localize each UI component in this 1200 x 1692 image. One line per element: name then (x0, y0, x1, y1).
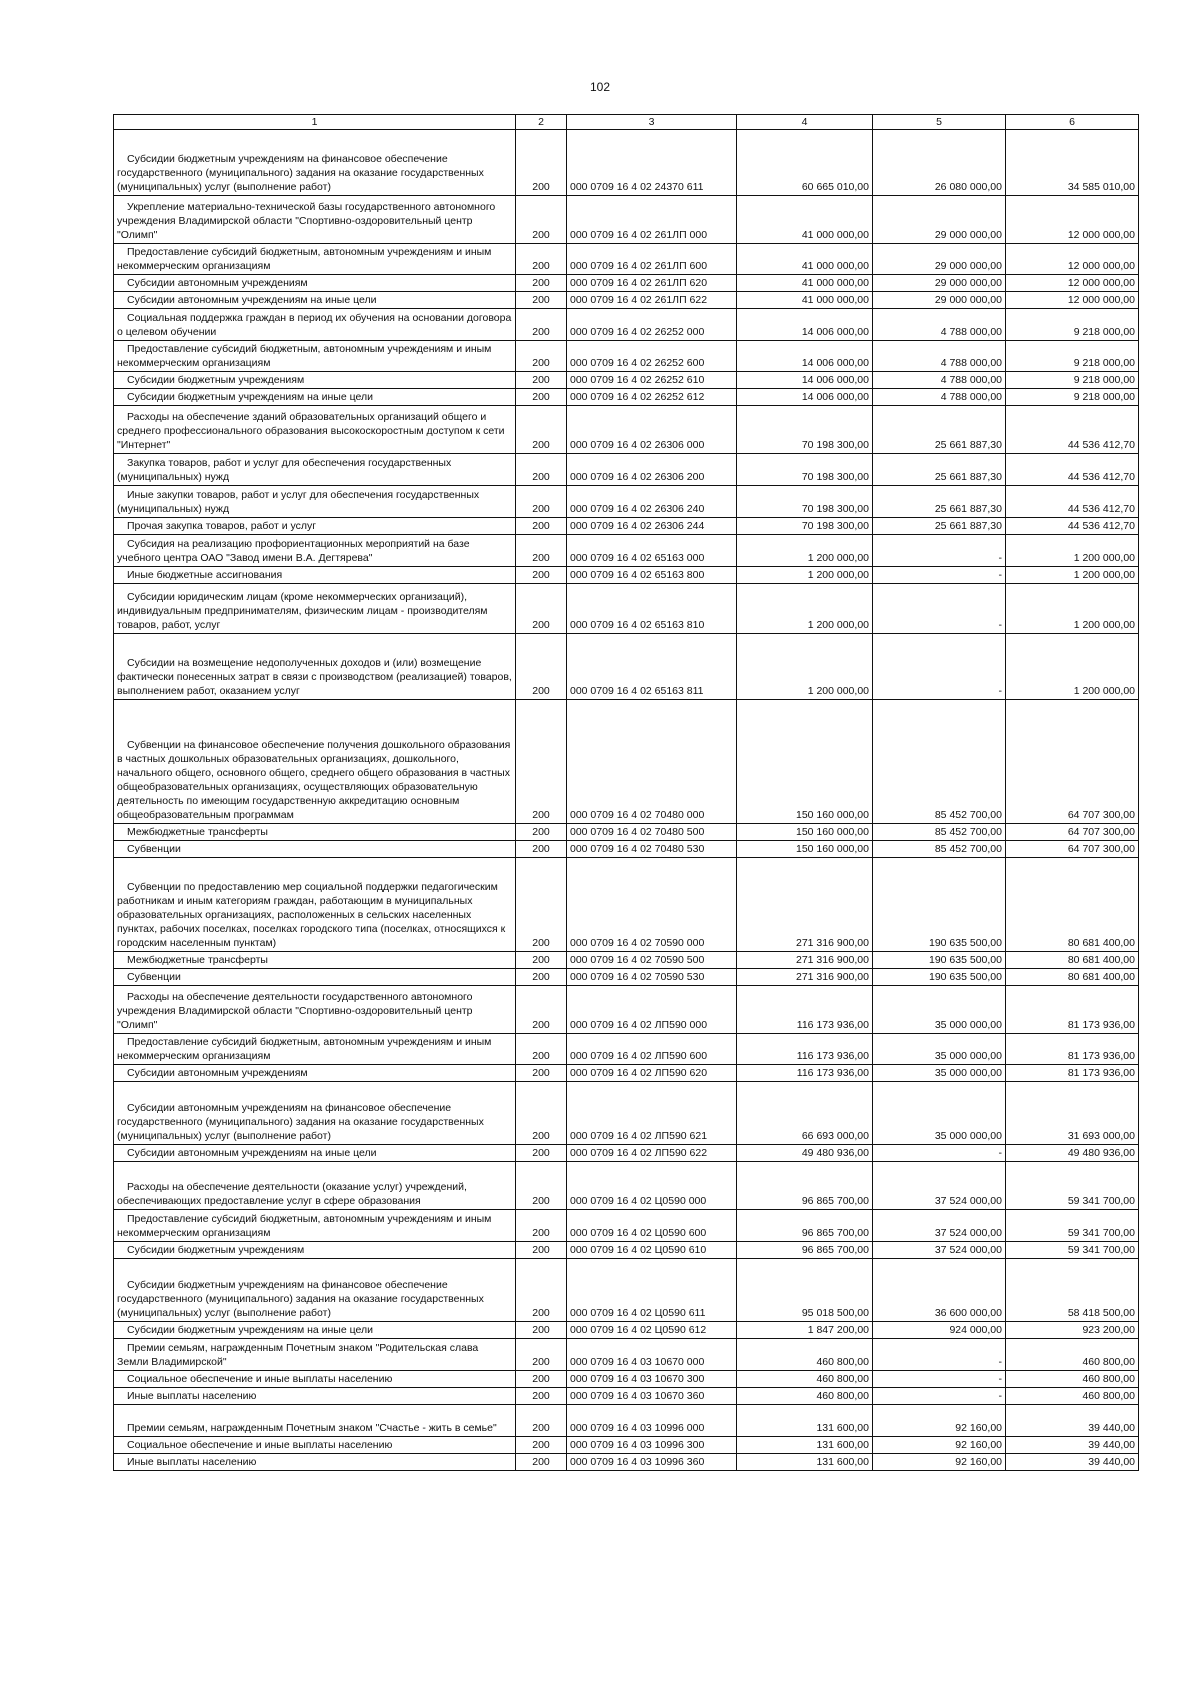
row-csr-cell: 000 0709 16 4 02 26252 610 (567, 372, 737, 389)
table-row (114, 969, 1139, 986)
row-code-cell: 200 (516, 1437, 567, 1454)
row-name-cell: Субсидии юридическим лицам (кроме некоммерческих организаций), индивидуальным предпринимателям, физическим лицам - производителям товаров, работ, услуг (114, 584, 516, 634)
row-code-cell: 200 (516, 1322, 567, 1339)
row-col5-value: 4 788 000,00 (873, 341, 1006, 372)
row-csr-cell: 000 0709 16 4 02 ЛП590 620 (567, 1065, 737, 1082)
row-code-cell: 200 (516, 292, 567, 309)
row-col6-value: 12 000 000,00 (1006, 275, 1139, 292)
row-col6-value: 49 480 936,00 (1006, 1145, 1139, 1162)
row-name-cell: Субсидии автономным учреждениям на финансовое обеспечение государственного (муниципального) задания на оказание государственных (муниципальных) услуг (выполнение работ) (114, 1082, 516, 1145)
row-code-cell: 200 (516, 1034, 567, 1065)
row-col6-value: 59 341 700,00 (1006, 1162, 1139, 1210)
row-code-cell: 200 (516, 454, 567, 486)
row-col6-value: 1 200 000,00 (1006, 567, 1139, 584)
row-col4-value: 271 316 900,00 (737, 858, 873, 952)
row-col5-value: - (873, 1388, 1006, 1405)
row-code-cell: 200 (516, 567, 567, 584)
row-col5-value: 25 661 887,30 (873, 486, 1006, 518)
row-col4-value: 150 160 000,00 (737, 700, 873, 824)
row-col5-value: 37 524 000,00 (873, 1210, 1006, 1242)
table-row (114, 1388, 1139, 1405)
row-csr-cell: 000 0709 16 4 02 Ц0590 000 (567, 1162, 737, 1210)
row-col6-value: 12 000 000,00 (1006, 292, 1139, 309)
row-col6-value: 44 536 412,70 (1006, 454, 1139, 486)
row-col4-value: 70 198 300,00 (737, 486, 873, 518)
row-name-cell: Субвенции на финансовое обеспечение получения дошкольного образования в частных дошкольных образовательных организациях, дошкольного, начального общего, основного общего, среднего общего образования в частных общеобразовательных организациях, осуществляющих образовательную деятельность по имеющим государственную аккредитацию основным общеобразовательным программам (114, 700, 516, 824)
row-csr-cell: 000 0709 16 4 02 ЛП590 600 (567, 1034, 737, 1065)
row-col6-value: 1 200 000,00 (1006, 535, 1139, 567)
table-row (114, 1082, 1139, 1145)
column-header: 1 (114, 115, 516, 130)
row-col6-value: 64 707 300,00 (1006, 700, 1139, 824)
row-col6-value: 64 707 300,00 (1006, 841, 1139, 858)
row-col6-value: 460 800,00 (1006, 1371, 1139, 1388)
table-row (114, 486, 1139, 518)
table-row (114, 196, 1139, 244)
row-code-cell: 200 (516, 824, 567, 841)
row-col5-value: 29 000 000,00 (873, 244, 1006, 275)
row-col4-value: 131 600,00 (737, 1454, 873, 1471)
row-code-cell: 200 (516, 389, 567, 406)
row-name-cell: Субсидии автономным учреждениям на иные цели (114, 292, 516, 309)
row-csr-cell: 000 0709 16 4 02 26252 000 (567, 309, 737, 341)
row-col4-value: 131 600,00 (737, 1405, 873, 1437)
row-csr-cell: 000 0709 16 4 02 261ЛП 000 (567, 196, 737, 244)
row-csr-cell: 000 0709 16 4 02 261ЛП 600 (567, 244, 737, 275)
row-name-cell: Социальное обеспечение и иные выплаты населению (114, 1437, 516, 1454)
row-csr-cell: 000 0709 16 4 02 70480 530 (567, 841, 737, 858)
table-row (114, 986, 1139, 1034)
row-name-cell: Межбюджетные трансферты (114, 952, 516, 969)
table-row (114, 1454, 1139, 1471)
row-col6-value: 81 173 936,00 (1006, 1034, 1139, 1065)
row-csr-cell: 000 0709 16 4 02 26306 000 (567, 406, 737, 454)
row-code-cell: 200 (516, 1145, 567, 1162)
row-col5-value: 4 788 000,00 (873, 389, 1006, 406)
row-col4-value: 460 800,00 (737, 1339, 873, 1371)
row-col6-value: 59 341 700,00 (1006, 1210, 1139, 1242)
row-csr-cell: 000 0709 16 4 02 ЛП590 622 (567, 1145, 737, 1162)
row-col6-value: 81 173 936,00 (1006, 986, 1139, 1034)
table-row (114, 130, 1139, 196)
row-csr-cell: 000 0709 16 4 03 10670 360 (567, 1388, 737, 1405)
row-col4-value: 96 865 700,00 (737, 1162, 873, 1210)
row-col5-value: 92 160,00 (873, 1437, 1006, 1454)
row-col5-value: 25 661 887,30 (873, 518, 1006, 535)
row-code-cell: 200 (516, 986, 567, 1034)
row-col4-value: 41 000 000,00 (737, 196, 873, 244)
row-csr-cell: 000 0709 16 4 02 70590 000 (567, 858, 737, 952)
row-col5-value: 25 661 887,30 (873, 406, 1006, 454)
row-col4-value: 116 173 936,00 (737, 986, 873, 1034)
row-code-cell: 200 (516, 1388, 567, 1405)
row-col5-value: 4 788 000,00 (873, 309, 1006, 341)
row-col4-value: 1 847 200,00 (737, 1322, 873, 1339)
table-row (114, 1437, 1139, 1454)
row-name-cell: Субсидии бюджетным учреждениям (114, 372, 516, 389)
row-col4-value: 14 006 000,00 (737, 372, 873, 389)
row-col5-value: - (873, 1371, 1006, 1388)
row-col5-value: 36 600 000,00 (873, 1259, 1006, 1322)
row-name-cell: Субсидии бюджетным учреждениям на иные цели (114, 1322, 516, 1339)
table-row (114, 1065, 1139, 1082)
row-name-cell: Субсидии бюджетным учреждениям на иные цели (114, 389, 516, 406)
table-row (114, 1034, 1139, 1065)
row-name-cell: Субсидии автономным учреждениям (114, 275, 516, 292)
row-csr-cell: 000 0709 16 4 02 65163 811 (567, 634, 737, 700)
row-name-cell: Межбюджетные трансферты (114, 824, 516, 841)
row-col6-value: 59 341 700,00 (1006, 1242, 1139, 1259)
row-csr-cell: 000 0709 16 4 02 70590 530 (567, 969, 737, 986)
table-row (114, 454, 1139, 486)
row-col5-value: 37 524 000,00 (873, 1242, 1006, 1259)
row-csr-cell: 000 0709 16 4 02 24370 611 (567, 130, 737, 196)
row-name-cell: Субсидии бюджетным учреждениям на финансовое обеспечение государственного (муниципального) задания на оказание государственных (муниципальных) услуг (выполнение работ) (114, 1259, 516, 1322)
row-code-cell: 200 (516, 1405, 567, 1437)
row-name-cell: Субсидии автономным учреждениям (114, 1065, 516, 1082)
row-name-cell: Субсидия на реализацию профориентационных мероприятий на базе учебного центра ОАО "Завод имени В.А. Дегтярева" (114, 535, 516, 567)
row-code-cell: 200 (516, 1339, 567, 1371)
table-row (114, 1145, 1139, 1162)
table-row (114, 389, 1139, 406)
row-col6-value: 58 418 500,00 (1006, 1259, 1139, 1322)
row-code-cell: 200 (516, 406, 567, 454)
row-name-cell: Расходы на обеспечение деятельности (оказание услуг) учреждений, обеспечивающих предоставление услуг в сфере образования (114, 1162, 516, 1210)
row-col6-value: 1 200 000,00 (1006, 584, 1139, 634)
row-col5-value: 29 000 000,00 (873, 292, 1006, 309)
row-col6-value: 44 536 412,70 (1006, 486, 1139, 518)
row-code-cell: 200 (516, 1454, 567, 1471)
table-row (114, 1259, 1139, 1322)
row-col5-value: - (873, 584, 1006, 634)
table-row (114, 567, 1139, 584)
row-name-cell: Закупка товаров, работ и услуг для обеспечения государственных (муниципальных) нужд (114, 454, 516, 486)
row-col5-value: 35 000 000,00 (873, 986, 1006, 1034)
row-col6-value: 9 218 000,00 (1006, 372, 1139, 389)
row-csr-cell: 000 0709 16 4 02 261ЛП 622 (567, 292, 737, 309)
row-csr-cell: 000 0709 16 4 02 70480 500 (567, 824, 737, 841)
page-number: 102 (589, 80, 611, 94)
row-code-cell: 200 (516, 584, 567, 634)
row-col4-value: 131 600,00 (737, 1437, 873, 1454)
table-row (114, 372, 1139, 389)
row-col4-value: 1 200 000,00 (737, 567, 873, 584)
row-name-cell: Социальная поддержка граждан в период их обучения на основании договора о целевом обучении (114, 309, 516, 341)
table-row (114, 700, 1139, 824)
table-row (114, 1322, 1139, 1339)
row-col6-value: 39 440,00 (1006, 1454, 1139, 1471)
row-col4-value: 116 173 936,00 (737, 1065, 873, 1082)
row-col6-value: 44 536 412,70 (1006, 406, 1139, 454)
row-col4-value: 116 173 936,00 (737, 1034, 873, 1065)
row-csr-cell: 000 0709 16 4 02 26252 612 (567, 389, 737, 406)
row-name-cell: Расходы на обеспечение зданий образовательных организаций общего и среднего профессионального образования высокоскоростным доступом к сети "Интернет" (114, 406, 516, 454)
table-row (114, 584, 1139, 634)
row-name-cell: Субсидии автономным учреждениям на иные цели (114, 1145, 516, 1162)
row-col5-value: - (873, 567, 1006, 584)
table-row (114, 634, 1139, 700)
row-code-cell: 200 (516, 1210, 567, 1242)
row-code-cell: 200 (516, 1082, 567, 1145)
row-csr-cell: 000 0709 16 4 02 26306 200 (567, 454, 737, 486)
row-col5-value: 92 160,00 (873, 1405, 1006, 1437)
column-header: 2 (516, 115, 567, 130)
row-col4-value: 66 693 000,00 (737, 1082, 873, 1145)
row-col5-value: 29 000 000,00 (873, 196, 1006, 244)
row-col5-value: - (873, 535, 1006, 567)
row-col4-value: 460 800,00 (737, 1371, 873, 1388)
row-col4-value: 70 198 300,00 (737, 406, 873, 454)
row-csr-cell: 000 0709 16 4 02 26306 244 (567, 518, 737, 535)
row-code-cell: 200 (516, 309, 567, 341)
row-col5-value: 35 000 000,00 (873, 1065, 1006, 1082)
row-code-cell: 200 (516, 858, 567, 952)
row-name-cell: Иные выплаты населению (114, 1454, 516, 1471)
row-csr-cell: 000 0709 16 4 02 Ц0590 611 (567, 1259, 737, 1322)
row-name-cell: Субвенции по предоставлению мер социальной поддержки педагогическим работникам и иным категориям граждан, работающим в муниципальных образовательных организациях, расположенных в сельских населенных пунктах, рабочих поселках, поселках городского типа (поселках, относящихся к городским населенным пунктам) (114, 858, 516, 952)
row-csr-cell: 000 0709 16 4 02 65163 810 (567, 584, 737, 634)
table-row (114, 841, 1139, 858)
row-csr-cell: 000 0709 16 4 02 Ц0590 600 (567, 1210, 737, 1242)
row-code-cell: 200 (516, 1242, 567, 1259)
row-csr-cell: 000 0709 16 4 02 65163 800 (567, 567, 737, 584)
row-col5-value: 29 000 000,00 (873, 275, 1006, 292)
row-col4-value: 70 198 300,00 (737, 518, 873, 535)
row-name-cell: Прочая закупка товаров, работ и услуг (114, 518, 516, 535)
row-col5-value: - (873, 1339, 1006, 1371)
row-code-cell: 200 (516, 700, 567, 824)
row-code-cell: 200 (516, 1371, 567, 1388)
table-row (114, 1242, 1139, 1259)
row-col5-value: 85 452 700,00 (873, 841, 1006, 858)
row-col4-value: 70 198 300,00 (737, 454, 873, 486)
column-header: 6 (1006, 115, 1139, 130)
row-col6-value: 80 681 400,00 (1006, 858, 1139, 952)
row-name-cell: Предоставление субсидий бюджетным, автономным учреждениям и иным некоммерческим организациям (114, 244, 516, 275)
row-col6-value: 81 173 936,00 (1006, 1065, 1139, 1082)
table-row (114, 309, 1139, 341)
row-code-cell: 200 (516, 196, 567, 244)
row-csr-cell: 000 0709 16 4 02 70480 000 (567, 700, 737, 824)
row-name-cell: Иные выплаты населению (114, 1388, 516, 1405)
row-code-cell: 200 (516, 518, 567, 535)
row-col6-value: 460 800,00 (1006, 1339, 1139, 1371)
row-csr-cell: 000 0709 16 4 03 10996 000 (567, 1405, 737, 1437)
row-csr-cell: 000 0709 16 4 03 10996 360 (567, 1454, 737, 1471)
row-col4-value: 14 006 000,00 (737, 389, 873, 406)
row-code-cell: 200 (516, 130, 567, 196)
row-col4-value: 271 316 900,00 (737, 952, 873, 969)
row-csr-cell: 000 0709 16 4 02 ЛП590 000 (567, 986, 737, 1034)
row-col5-value: - (873, 1145, 1006, 1162)
table-row (114, 275, 1139, 292)
row-code-cell: 200 (516, 372, 567, 389)
table-row (114, 824, 1139, 841)
row-col4-value: 1 200 000,00 (737, 584, 873, 634)
row-col6-value: 44 536 412,70 (1006, 518, 1139, 535)
row-csr-cell: 000 0709 16 4 02 Ц0590 612 (567, 1322, 737, 1339)
row-col4-value: 41 000 000,00 (737, 292, 873, 309)
table-row (114, 1339, 1139, 1371)
row-col6-value: 39 440,00 (1006, 1405, 1139, 1437)
row-col4-value: 96 865 700,00 (737, 1210, 873, 1242)
table-row (114, 952, 1139, 969)
row-col6-value: 9 218 000,00 (1006, 389, 1139, 406)
table-row (114, 341, 1139, 372)
row-name-cell: Субвенции (114, 841, 516, 858)
row-col6-value: 923 200,00 (1006, 1322, 1139, 1339)
row-code-cell: 200 (516, 486, 567, 518)
row-name-cell: Укрепление материально-технической базы государственного автономного учреждения Владимирской области "Спортивно-оздоровительный центр "Олимп" (114, 196, 516, 244)
row-col5-value: - (873, 634, 1006, 700)
row-col6-value: 12 000 000,00 (1006, 196, 1139, 244)
row-col4-value: 1 200 000,00 (737, 634, 873, 700)
row-col6-value: 64 707 300,00 (1006, 824, 1139, 841)
row-name-cell: Премии семьям, награжденным Почетным знаком "Счастье - жить в семье" (114, 1405, 516, 1437)
row-col4-value: 41 000 000,00 (737, 244, 873, 275)
row-name-cell: Иные закупки товаров, работ и услуг для обеспечения государственных (муниципальных) нужд (114, 486, 516, 518)
table-row (114, 858, 1139, 952)
row-code-cell: 200 (516, 1162, 567, 1210)
row-col6-value: 12 000 000,00 (1006, 244, 1139, 275)
row-name-cell: Социальное обеспечение и иные выплаты населению (114, 1371, 516, 1388)
row-name-cell: Предоставление субсидий бюджетным, автономным учреждениям и иным некоммерческим организациям (114, 1034, 516, 1065)
row-col6-value: 80 681 400,00 (1006, 952, 1139, 969)
row-name-cell: Субсидии на возмещение недополученных доходов и (или) возмещение фактически понесенных затрат в связи с производством (реализацией) товаров, выполнением работ, оказанием услуг (114, 634, 516, 700)
row-name-cell: Субсидии бюджетным учреждениям (114, 1242, 516, 1259)
row-col5-value: 37 524 000,00 (873, 1162, 1006, 1210)
column-header: 5 (873, 115, 1006, 130)
row-col4-value: 14 006 000,00 (737, 341, 873, 372)
row-name-cell: Предоставление субсидий бюджетным, автономным учреждениям и иным некоммерческим организациям (114, 1210, 516, 1242)
row-code-cell: 200 (516, 841, 567, 858)
row-csr-cell: 000 0709 16 4 03 10996 300 (567, 1437, 737, 1454)
row-name-cell: Премии семьям, награжденным Почетным знаком "Родительская слава Земли Владимирской" (114, 1339, 516, 1371)
row-col5-value: 26 080 000,00 (873, 130, 1006, 196)
row-col5-value: 85 452 700,00 (873, 824, 1006, 841)
row-col5-value: 190 635 500,00 (873, 858, 1006, 952)
table-row (114, 1371, 1139, 1388)
row-name-cell: Расходы на обеспечение деятельности государственного автономного учреждения Владимирской области "Спортивно-оздоровительный центр "Олимп" (114, 986, 516, 1034)
row-col4-value: 49 480 936,00 (737, 1145, 873, 1162)
row-code-cell: 200 (516, 535, 567, 567)
row-code-cell: 200 (516, 275, 567, 292)
row-csr-cell: 000 0709 16 4 02 65163 000 (567, 535, 737, 567)
row-col6-value: 460 800,00 (1006, 1388, 1139, 1405)
row-code-cell: 200 (516, 952, 567, 969)
row-col4-value: 60 665 010,00 (737, 130, 873, 196)
row-col4-value: 150 160 000,00 (737, 824, 873, 841)
row-csr-cell: 000 0709 16 4 03 10670 300 (567, 1371, 737, 1388)
row-csr-cell: 000 0709 16 4 02 26306 240 (567, 486, 737, 518)
row-col6-value: 9 218 000,00 (1006, 309, 1139, 341)
table-row (114, 244, 1139, 275)
row-code-cell: 200 (516, 341, 567, 372)
row-col5-value: 190 635 500,00 (873, 952, 1006, 969)
row-code-cell: 200 (516, 1065, 567, 1082)
row-col4-value: 460 800,00 (737, 1388, 873, 1405)
column-header: 3 (567, 115, 737, 130)
table-row (114, 1162, 1139, 1210)
row-code-cell: 200 (516, 969, 567, 986)
row-name-cell: Иные бюджетные ассигнования (114, 567, 516, 584)
row-col5-value: 85 452 700,00 (873, 700, 1006, 824)
column-header: 4 (737, 115, 873, 130)
row-col6-value: 34 585 010,00 (1006, 130, 1139, 196)
row-col5-value: 190 635 500,00 (873, 969, 1006, 986)
row-col4-value: 95 018 500,00 (737, 1259, 873, 1322)
row-col6-value: 9 218 000,00 (1006, 341, 1139, 372)
row-col4-value: 14 006 000,00 (737, 309, 873, 341)
row-col6-value: 1 200 000,00 (1006, 634, 1139, 700)
row-col5-value: 35 000 000,00 (873, 1082, 1006, 1145)
table-row (114, 292, 1139, 309)
row-col5-value: 924 000,00 (873, 1322, 1006, 1339)
table-row (114, 518, 1139, 535)
row-col5-value: 25 661 887,30 (873, 454, 1006, 486)
row-col6-value: 80 681 400,00 (1006, 969, 1139, 986)
table-row (114, 535, 1139, 567)
table-row (114, 1405, 1139, 1437)
row-col5-value: 92 160,00 (873, 1454, 1006, 1471)
budget-table (113, 114, 1139, 1471)
row-code-cell: 200 (516, 634, 567, 700)
row-col4-value: 150 160 000,00 (737, 841, 873, 858)
row-col6-value: 31 693 000,00 (1006, 1082, 1139, 1145)
row-csr-cell: 000 0709 16 4 02 261ЛП 620 (567, 275, 737, 292)
row-col4-value: 96 865 700,00 (737, 1242, 873, 1259)
row-csr-cell: 000 0709 16 4 02 70590 500 (567, 952, 737, 969)
table-row (114, 406, 1139, 454)
row-name-cell: Субсидии бюджетным учреждениям на финансовое обеспечение государственного (муниципального) задания на оказание государственных (муниципальных) услуг (выполнение работ) (114, 130, 516, 196)
row-csr-cell: 000 0709 16 4 02 ЛП590 621 (567, 1082, 737, 1145)
row-name-cell: Субвенции (114, 969, 516, 986)
row-col4-value: 41 000 000,00 (737, 275, 873, 292)
row-csr-cell: 000 0709 16 4 02 26252 600 (567, 341, 737, 372)
table-header-row (114, 115, 1139, 130)
row-col4-value: 271 316 900,00 (737, 969, 873, 986)
row-code-cell: 200 (516, 244, 567, 275)
table-row (114, 1210, 1139, 1242)
row-col6-value: 39 440,00 (1006, 1437, 1139, 1454)
row-name-cell: Предоставление субсидий бюджетным, автономным учреждениям и иным некоммерческим организациям (114, 341, 516, 372)
row-col5-value: 4 788 000,00 (873, 372, 1006, 389)
row-code-cell: 200 (516, 1259, 567, 1322)
row-col4-value: 1 200 000,00 (737, 535, 873, 567)
row-csr-cell: 000 0709 16 4 02 Ц0590 610 (567, 1242, 737, 1259)
row-csr-cell: 000 0709 16 4 03 10670 000 (567, 1339, 737, 1371)
row-col5-value: 35 000 000,00 (873, 1034, 1006, 1065)
